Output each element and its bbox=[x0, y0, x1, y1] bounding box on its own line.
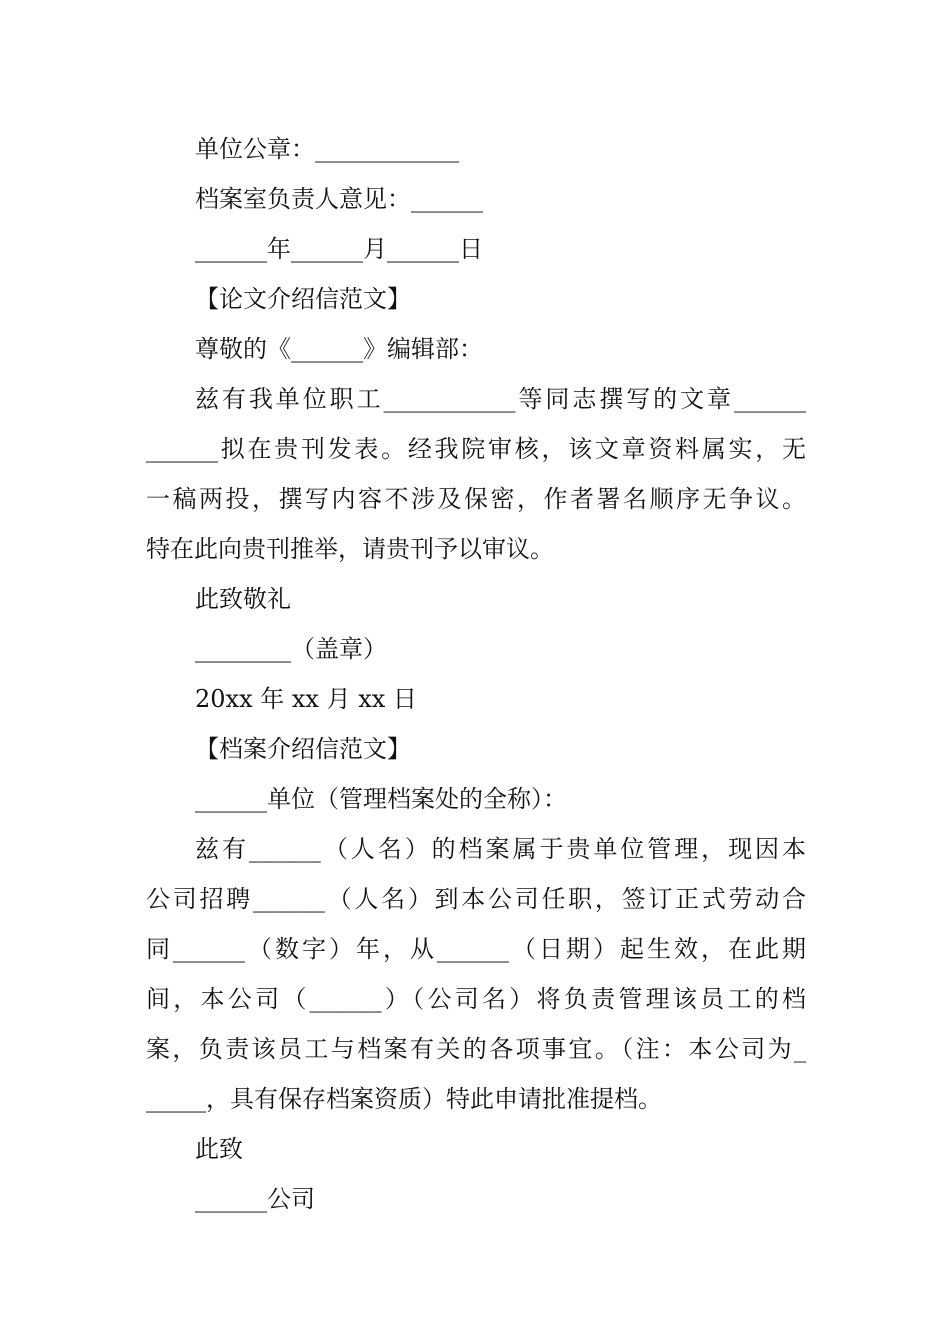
paragraph-line: 公司招聘______（人名）到本公司任职，签订正式劳动合 bbox=[146, 885, 806, 913]
section-title-archive-letter: 【档案介绍信范文】 bbox=[195, 735, 411, 763]
document-page bbox=[146, 124, 806, 1224]
paragraph-line: 间，本公司（______）（公司名）将负责管理该员工的档 bbox=[146, 985, 806, 1013]
paragraph-line: _____，具有保存档案资质）特此申请批准提档。 bbox=[146, 1085, 662, 1113]
paragraph-line: 案，负责该员工与档案有关的各项事宜。（注：本公司为_ bbox=[146, 1035, 806, 1063]
paragraph-line: 一稿两投，撰写内容不涉及保密，作者署名顺序无争议。 bbox=[146, 485, 806, 513]
date-line: 20xx 年 xx 月 xx 日 bbox=[195, 685, 417, 713]
unit-seal-line: 单位公章：____________ bbox=[195, 135, 459, 163]
paragraph-line: 同______（数字）年，从______（日期）起生效，在此期 bbox=[146, 935, 806, 963]
date-blank-line: ______年______月______日 bbox=[195, 235, 483, 263]
paragraph-line: 兹有我单位职工___________等同志撰写的文章______ bbox=[195, 385, 806, 413]
company-signature-line: ______公司 bbox=[195, 1185, 315, 1213]
section-title-paper-letter: 【论文介绍信范文】 bbox=[195, 285, 411, 313]
salutation-editorial: 尊敬的《______》编辑部： bbox=[195, 335, 483, 363]
seal-line: ________（盖章） bbox=[195, 635, 387, 663]
paragraph-line: 特在此向贵刊推举，请贵刊予以审议。 bbox=[146, 535, 554, 563]
paragraph-line: ______拟在贵刊发表。经我院审核，该文章资料属实，无 bbox=[146, 435, 806, 463]
archive-opinion-line: 档案室负责人意见：______ bbox=[195, 185, 483, 213]
salutation-unit: ______单位（管理档案处的全称）： bbox=[195, 785, 567, 813]
closing-regards: 此致敬礼 bbox=[195, 585, 291, 613]
paragraph-line: 兹有______（人名）的档案属于贵单位管理，现因本 bbox=[195, 835, 806, 863]
closing-line: 此致 bbox=[195, 1135, 243, 1163]
